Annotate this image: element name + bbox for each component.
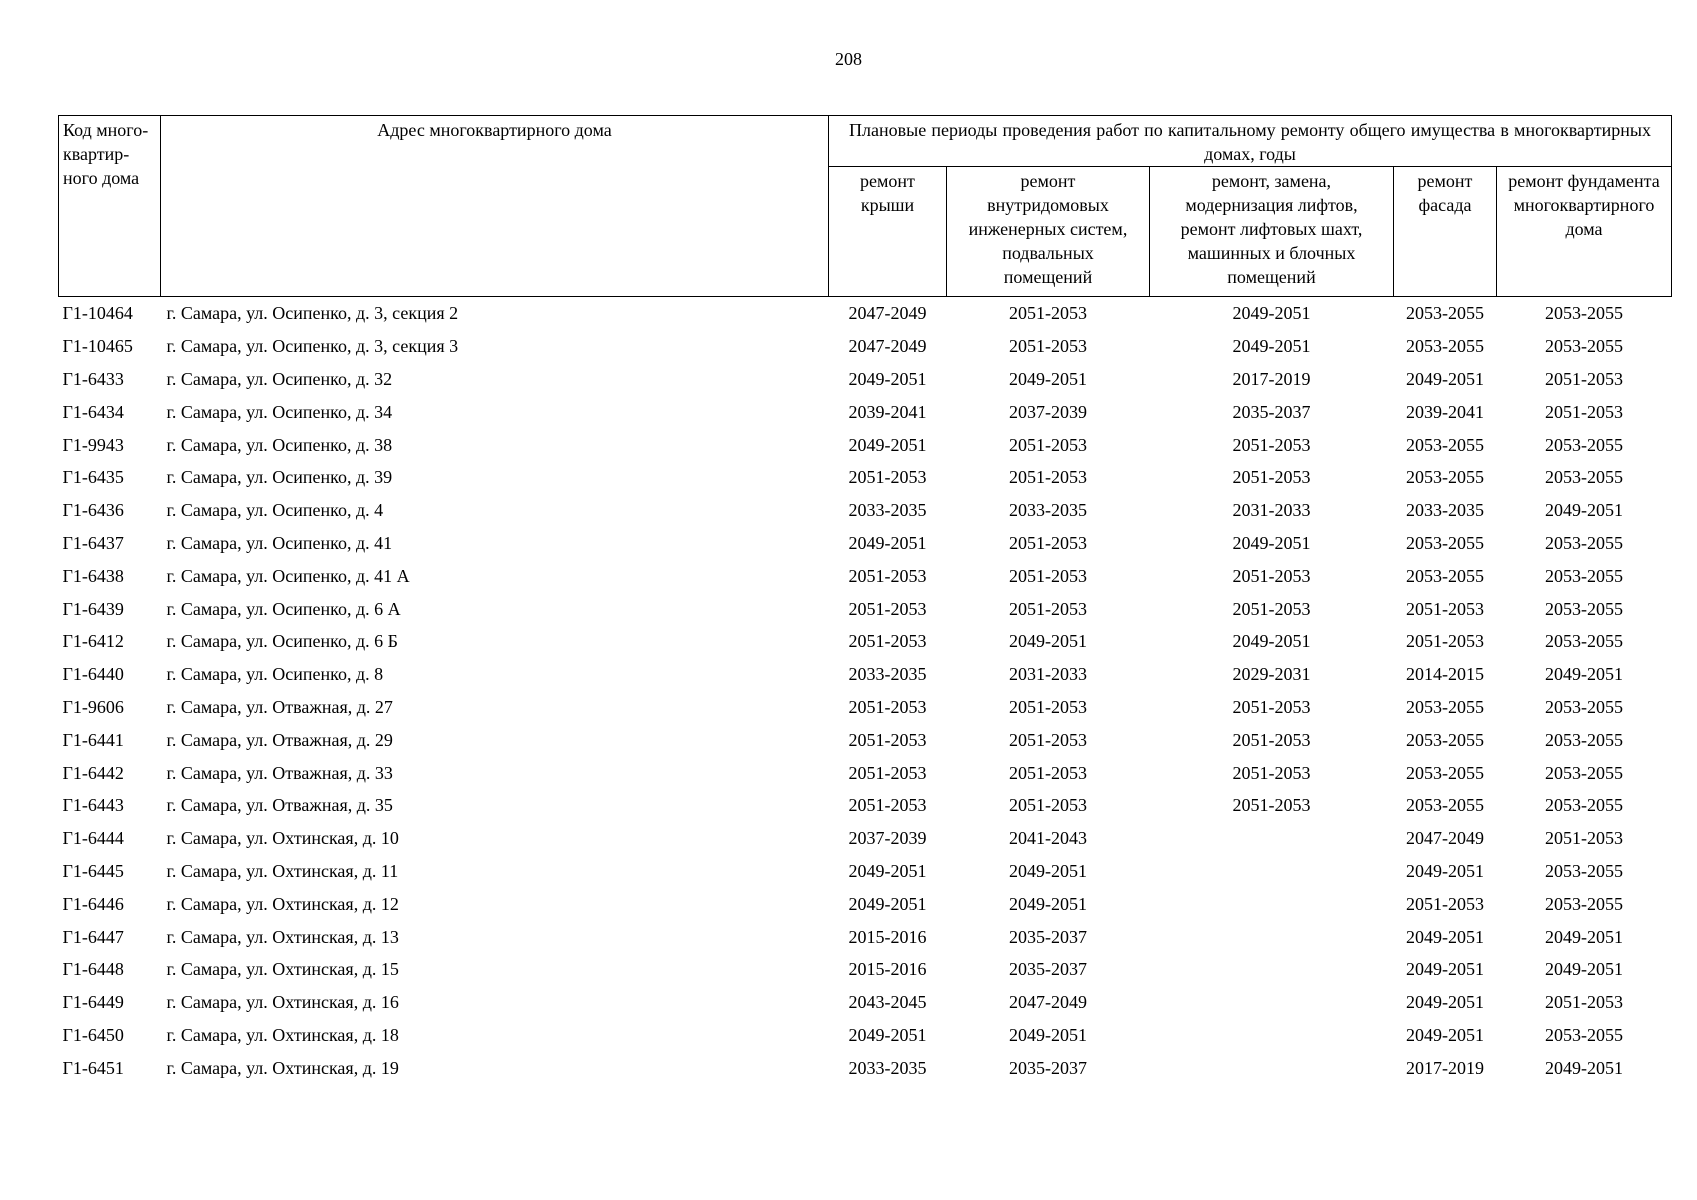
house-code-cell: Г1-6443 xyxy=(62,795,124,816)
foundation-period-cell: 2051-2053 xyxy=(1545,992,1623,1013)
table-row xyxy=(59,1019,1672,1052)
lifts-period-cell: 2049-2051 xyxy=(1232,532,1311,553)
roof-period-cell: 2037-2039 xyxy=(848,828,927,849)
table-row xyxy=(59,363,1672,396)
table-row xyxy=(59,723,1672,756)
facade-period-cell: 2049-2051 xyxy=(1406,860,1484,881)
systems-period-cell: 2051-2053 xyxy=(1009,467,1087,488)
address-cell: г. Самара, ул. Отважная, д. 27 xyxy=(166,696,393,717)
header-periods: Плановые периоды проведения работ по капитальному ремонту общего имущества в многоквартирных домах, годы xyxy=(829,116,1672,167)
facade-period-cell: 2051-2053 xyxy=(1406,893,1484,914)
lifts-period-cell: 2051-2053 xyxy=(1232,729,1311,750)
systems-period-cell: 2049-2051 xyxy=(1009,631,1087,652)
house-code-cell: Г1-9943 xyxy=(62,434,124,455)
roof-period-cell: 2033-2035 xyxy=(848,1057,927,1078)
facade-period-cell: 2049-2051 xyxy=(1406,926,1484,947)
systems-period-cell: 2035-2037 xyxy=(1009,926,1087,947)
roof-period-cell: 2051-2053 xyxy=(848,467,927,488)
table-row xyxy=(59,625,1672,658)
foundation-period-cell: 2053-2055 xyxy=(1545,893,1623,914)
header-address: Адрес многоквартирного дома xyxy=(161,116,829,297)
table-row xyxy=(59,395,1672,428)
systems-period-cell: 2049-2051 xyxy=(1009,368,1087,389)
lifts-period-cell: 2017-2019 xyxy=(1232,368,1311,389)
facade-period-cell: 2049-2051 xyxy=(1406,959,1484,980)
table-row xyxy=(59,887,1672,920)
table-header xyxy=(59,116,1672,297)
facade-period-cell: 2053-2055 xyxy=(1406,303,1484,324)
roof-period-cell: 2051-2053 xyxy=(848,631,927,652)
address-cell: г. Самара, ул. Отважная, д. 29 xyxy=(166,729,393,750)
address-cell: г. Самара, ул. Осипенко, д. 32 xyxy=(166,368,393,389)
foundation-period-cell: 2049-2051 xyxy=(1545,500,1623,521)
roof-period-cell: 2049-2051 xyxy=(848,434,927,455)
roof-period-cell: 2049-2051 xyxy=(848,1024,927,1045)
foundation-period-cell: 2053-2055 xyxy=(1545,729,1623,750)
foundation-period-cell: 2053-2055 xyxy=(1545,336,1623,357)
house-code-cell: Г1-6448 xyxy=(62,959,124,980)
repair-schedule-table xyxy=(58,115,1672,1084)
house-code-cell: Г1-6447 xyxy=(62,926,124,947)
table-row xyxy=(59,986,1672,1019)
roof-period-cell: 2049-2051 xyxy=(848,893,927,914)
roof-period-cell: 2015-2016 xyxy=(848,959,927,980)
house-code-cell: Г1-6446 xyxy=(62,893,124,914)
header-code: Код много- квартир- ного дома xyxy=(59,116,161,297)
foundation-period-cell: 2053-2055 xyxy=(1545,532,1623,553)
facade-period-cell: 2053-2055 xyxy=(1406,762,1484,783)
systems-period-cell: 2035-2037 xyxy=(1009,959,1087,980)
systems-period-cell: 2041-2043 xyxy=(1009,828,1087,849)
lifts-period-cell: 2051-2053 xyxy=(1232,696,1311,717)
facade-period-cell: 2017-2019 xyxy=(1406,1057,1484,1078)
table-row xyxy=(59,592,1672,625)
facade-period-cell: 2053-2055 xyxy=(1406,434,1484,455)
table-row xyxy=(59,920,1672,953)
lifts-period-cell: 2051-2053 xyxy=(1232,762,1311,783)
house-code-cell: Г1-6450 xyxy=(62,1024,124,1045)
table-row xyxy=(59,822,1672,855)
address-cell: г. Самара, ул. Осипенко, д. 4 xyxy=(166,500,384,521)
roof-period-cell: 2047-2049 xyxy=(848,336,927,357)
facade-period-cell: 2049-2051 xyxy=(1406,992,1484,1013)
address-cell: г. Самара, ул. Осипенко, д. 41 А xyxy=(166,565,410,586)
address-cell: г. Самара, ул. Осипенко, д. 3, секция 3 xyxy=(166,336,459,357)
table-row xyxy=(59,789,1672,822)
foundation-period-cell: 2053-2055 xyxy=(1545,631,1623,652)
table-row xyxy=(59,953,1672,986)
systems-period-cell: 2051-2053 xyxy=(1009,434,1087,455)
address-cell: г. Самара, ул. Осипенко, д. 8 xyxy=(166,664,384,685)
page-number: 208 xyxy=(835,49,862,69)
house-code-cell: Г1-6445 xyxy=(62,860,124,881)
foundation-period-cell: 2051-2053 xyxy=(1545,828,1623,849)
foundation-period-cell: 2051-2053 xyxy=(1545,401,1623,422)
foundation-period-cell: 2051-2053 xyxy=(1545,368,1623,389)
table-row xyxy=(59,691,1672,724)
lifts-period-cell: 2051-2053 xyxy=(1232,565,1311,586)
facade-period-cell: 2049-2051 xyxy=(1406,368,1484,389)
systems-period-cell: 2051-2053 xyxy=(1009,565,1087,586)
lifts-period-cell xyxy=(1150,986,1394,1019)
systems-period-cell: 2051-2053 xyxy=(1009,795,1087,816)
house-code-cell: Г1-6439 xyxy=(62,598,124,619)
lifts-period-cell: 2049-2051 xyxy=(1232,303,1311,324)
facade-period-cell: 2047-2049 xyxy=(1406,828,1484,849)
systems-period-cell: 2035-2037 xyxy=(1009,1057,1087,1078)
foundation-period-cell: 2053-2055 xyxy=(1545,795,1623,816)
foundation-period-cell: 2053-2055 xyxy=(1545,860,1623,881)
facade-period-cell: 2051-2053 xyxy=(1406,631,1484,652)
address-cell: г. Самара, ул. Отважная, д. 33 xyxy=(166,762,393,783)
lifts-period-cell xyxy=(1150,1019,1394,1052)
address-cell: г. Самара, ул. Охтинская, д. 13 xyxy=(166,926,399,947)
roof-period-cell: 2049-2051 xyxy=(848,368,927,389)
address-cell: г. Самара, ул. Охтинская, д. 19 xyxy=(166,1057,399,1078)
facade-period-cell: 2039-2041 xyxy=(1406,401,1484,422)
house-code-cell: Г1-6444 xyxy=(62,828,124,849)
table-row xyxy=(59,756,1672,789)
address-cell: г. Самара, ул. Осипенко, д. 3, секция 2 xyxy=(166,303,459,324)
house-code-cell: Г1-10465 xyxy=(62,336,133,357)
roof-period-cell: 2051-2053 xyxy=(848,598,927,619)
foundation-period-cell: 2053-2055 xyxy=(1545,696,1623,717)
roof-period-cell: 2049-2051 xyxy=(848,532,927,553)
lifts-period-cell xyxy=(1150,920,1394,953)
address-cell: г. Самара, ул. Охтинская, д. 16 xyxy=(166,992,399,1013)
table-row xyxy=(59,330,1672,363)
facade-period-cell: 2053-2055 xyxy=(1406,336,1484,357)
house-code-cell: Г1-10464 xyxy=(62,303,133,324)
house-code-cell: Г1-6438 xyxy=(62,565,124,586)
address-cell: г. Самара, ул. Осипенко, д. 38 xyxy=(166,434,393,455)
facade-period-cell: 2014-2015 xyxy=(1406,664,1484,685)
lifts-period-cell xyxy=(1150,822,1394,855)
foundation-period-cell: 2049-2051 xyxy=(1545,664,1623,685)
table-body xyxy=(59,297,1672,1085)
address-cell: г. Самара, ул. Осипенко, д. 6 Б xyxy=(166,631,398,652)
facade-period-cell: 2053-2055 xyxy=(1406,795,1484,816)
address-cell: г. Самара, ул. Охтинская, д. 10 xyxy=(166,828,399,849)
foundation-period-cell: 2053-2055 xyxy=(1545,434,1623,455)
roof-period-cell: 2051-2053 xyxy=(848,729,927,750)
header-facade: ремонт фасада xyxy=(1394,167,1497,297)
house-code-cell: Г1-6434 xyxy=(62,401,124,422)
header-foundation: ремонт фундамента многоквартирного дома xyxy=(1497,167,1672,297)
address-cell: г. Самара, ул. Охтинская, д. 11 xyxy=(166,860,399,881)
roof-period-cell: 2033-2035 xyxy=(848,500,927,521)
house-code-cell: Г1-6451 xyxy=(62,1057,124,1078)
lifts-period-cell xyxy=(1150,953,1394,986)
foundation-period-cell: 2053-2055 xyxy=(1545,1024,1623,1045)
table-row xyxy=(59,297,1672,330)
systems-period-cell: 2051-2053 xyxy=(1009,336,1087,357)
house-code-cell: Г1-6433 xyxy=(62,368,124,389)
address-cell: г. Самара, ул. Осипенко, д. 41 xyxy=(166,532,393,553)
header-systems: ремонт внутридомовых инженерных систем, подвальных помещений xyxy=(947,167,1150,297)
house-code-cell: Г1-6436 xyxy=(62,500,124,521)
house-code-cell: Г1-6435 xyxy=(62,467,124,488)
lifts-period-cell: 2049-2051 xyxy=(1232,631,1311,652)
house-code-cell: Г1-6412 xyxy=(62,631,124,652)
lifts-period-cell: 2051-2053 xyxy=(1232,598,1311,619)
foundation-period-cell: 2053-2055 xyxy=(1545,598,1623,619)
table-row xyxy=(59,1051,1672,1084)
foundation-period-cell: 2053-2055 xyxy=(1545,467,1623,488)
house-code-cell: Г1-6437 xyxy=(62,532,124,553)
table-row xyxy=(59,855,1672,888)
lifts-period-cell: 2049-2051 xyxy=(1232,336,1311,357)
house-code-cell: Г1-9606 xyxy=(62,696,124,717)
address-cell: г. Самара, ул. Отважная, д. 35 xyxy=(166,795,393,816)
roof-period-cell: 2049-2051 xyxy=(848,860,927,881)
address-cell: г. Самара, ул. Охтинская, д. 12 xyxy=(166,893,399,914)
lifts-period-cell xyxy=(1150,1051,1394,1084)
roof-period-cell: 2039-2041 xyxy=(848,401,927,422)
systems-period-cell: 2051-2053 xyxy=(1009,598,1087,619)
address-cell: г. Самара, ул. Осипенко, д. 34 xyxy=(166,401,393,422)
address-cell: г. Самара, ул. Охтинская, д. 18 xyxy=(166,1024,399,1045)
systems-period-cell: 2051-2053 xyxy=(1009,532,1087,553)
systems-period-cell: 2047-2049 xyxy=(1009,992,1087,1013)
lifts-period-cell: 2029-2031 xyxy=(1232,664,1311,685)
roof-period-cell: 2051-2053 xyxy=(848,565,927,586)
foundation-period-cell: 2049-2051 xyxy=(1545,959,1623,980)
table-row xyxy=(59,428,1672,461)
house-code-cell: Г1-6442 xyxy=(62,762,124,783)
foundation-period-cell: 2053-2055 xyxy=(1545,762,1623,783)
systems-period-cell: 2051-2053 xyxy=(1009,729,1087,750)
table-row xyxy=(59,559,1672,592)
facade-period-cell: 2053-2055 xyxy=(1406,532,1484,553)
roof-period-cell: 2051-2053 xyxy=(848,795,927,816)
table-row xyxy=(59,527,1672,560)
systems-period-cell: 2049-2051 xyxy=(1009,893,1087,914)
house-code-cell: Г1-6449 xyxy=(62,992,124,1013)
lifts-period-cell: 2035-2037 xyxy=(1232,401,1311,422)
foundation-period-cell: 2049-2051 xyxy=(1545,1057,1623,1078)
lifts-period-cell: 2051-2053 xyxy=(1232,795,1311,816)
facade-period-cell: 2049-2051 xyxy=(1406,1024,1484,1045)
table-row xyxy=(59,461,1672,494)
roof-period-cell: 2033-2035 xyxy=(848,664,927,685)
systems-period-cell: 2051-2053 xyxy=(1009,762,1087,783)
address-cell: г. Самара, ул. Осипенко, д. 6 А xyxy=(166,598,401,619)
lifts-period-cell xyxy=(1150,855,1394,888)
systems-period-cell: 2033-2035 xyxy=(1009,500,1087,521)
lifts-period-cell: 2051-2053 xyxy=(1232,467,1311,488)
house-code-cell: Г1-6441 xyxy=(62,729,124,750)
systems-period-cell: 2049-2051 xyxy=(1009,1024,1087,1045)
foundation-period-cell: 2049-2051 xyxy=(1545,926,1623,947)
facade-period-cell: 2053-2055 xyxy=(1406,467,1484,488)
roof-period-cell: 2051-2053 xyxy=(848,762,927,783)
address-cell: г. Самара, ул. Осипенко, д. 39 xyxy=(166,467,393,488)
facade-period-cell: 2053-2055 xyxy=(1406,696,1484,717)
table-row xyxy=(59,494,1672,527)
header-roof: ремонт крыши xyxy=(829,167,947,297)
foundation-period-cell: 2053-2055 xyxy=(1545,303,1623,324)
table-row xyxy=(59,658,1672,691)
foundation-period-cell: 2053-2055 xyxy=(1545,565,1623,586)
address-cell: г. Самара, ул. Охтинская, д. 15 xyxy=(166,959,399,980)
roof-period-cell: 2015-2016 xyxy=(848,926,927,947)
house-code-cell: Г1-6440 xyxy=(62,664,124,685)
systems-period-cell: 2031-2033 xyxy=(1009,664,1087,685)
facade-period-cell: 2033-2035 xyxy=(1406,500,1484,521)
systems-period-cell: 2051-2053 xyxy=(1009,696,1087,717)
lifts-period-cell xyxy=(1150,887,1394,920)
header-lifts: ремонт, замена, модернизация лифтов, ремонт лифтовых шахт, машинных и блочных помещений xyxy=(1150,167,1394,297)
roof-period-cell: 2043-2045 xyxy=(848,992,927,1013)
systems-period-cell: 2049-2051 xyxy=(1009,860,1087,881)
systems-period-cell: 2051-2053 xyxy=(1009,303,1087,324)
facade-period-cell: 2051-2053 xyxy=(1406,598,1484,619)
lifts-period-cell: 2031-2033 xyxy=(1232,500,1311,521)
roof-period-cell: 2047-2049 xyxy=(848,303,927,324)
systems-period-cell: 2037-2039 xyxy=(1009,401,1087,422)
roof-period-cell: 2051-2053 xyxy=(848,696,927,717)
facade-period-cell: 2053-2055 xyxy=(1406,565,1484,586)
lifts-period-cell: 2051-2053 xyxy=(1232,434,1311,455)
facade-period-cell: 2053-2055 xyxy=(1406,729,1484,750)
